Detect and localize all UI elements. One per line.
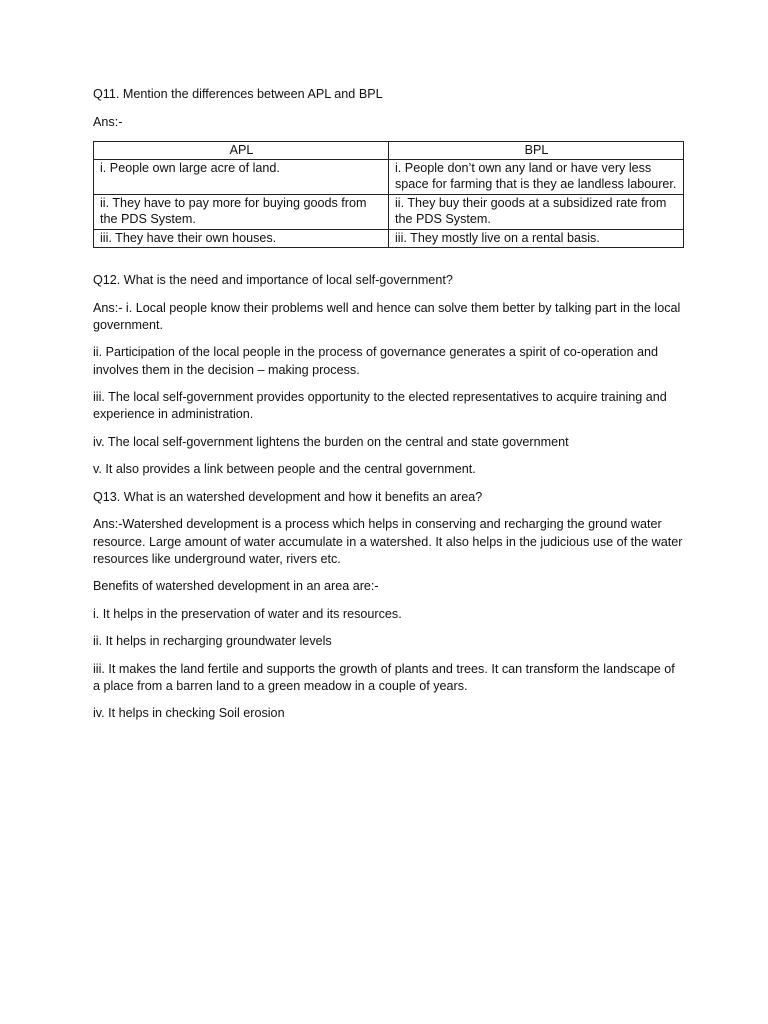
table-row (94, 194, 684, 229)
table-header-row (94, 142, 684, 160)
table-cell: iii. They mostly live on a rental basis. (389, 229, 684, 248)
q12-answer-point: iv. The local self-government lightens the burden on the central and state government (93, 434, 569, 449)
table-cell: iii. They have their own houses. (94, 229, 389, 248)
table-row (94, 159, 684, 194)
table-cell: ii. They buy their goods at a subsidized rate from the PDS System. (389, 194, 684, 229)
table-cell: i. People own large acre of land. (94, 159, 389, 194)
q13-benefit-point: iii. It makes the land fertile and supports the growth of plants and trees. It can transform the landscape of a place from a barren land to a green meadow in a couple of years. (93, 661, 675, 693)
apl-bpl-comparison-table (93, 141, 684, 248)
table-header-bpl: BPL (389, 142, 684, 160)
table-header-apl: APL (94, 142, 389, 160)
q13-question: Q13. What is an watershed development and how it benefits an area? (93, 489, 483, 504)
document-page (93, 86, 683, 733)
q13-answer: Ans:-Watershed development is a process which helps in conserving and recharging the ground water resource. Large amount of water accumulate in a watershed. It also helps in the judicious use of the water resources like underground water, rivers etc. (93, 517, 683, 566)
table-cell: ii. They have to pay more for buying goods from the PDS System. (94, 194, 389, 229)
q12-question: Q12. What is the need and importance of local self-government? (93, 273, 453, 288)
q13-benefit-point: ii. It helps in recharging groundwater levels (93, 634, 332, 649)
q12-answer-point: ii. Participation of the local people in the process of governance generates a spirit of co-operation and involves them in the decision – making process. (93, 345, 658, 377)
q12-answer-point: Ans:- i. Local people know their problems well and hence can solve them better by talking part in the local government. (93, 300, 681, 332)
table-cell: i. People don’t own any land or have very less space for farming that is they ae landless labourer. (389, 159, 684, 194)
q11-question: Q11. Mention the differences between APL and BPL (93, 87, 383, 101)
q12-answer-point: iii. The local self-government provides opportunity to the elected representatives to acquire training and experience in administration. (93, 390, 667, 422)
q13-benefits-heading: Benefits of watershed development in an area are:- (93, 579, 379, 594)
q12-answer-point: v. It also provides a link between people and the central government. (93, 462, 476, 477)
table-row (94, 229, 684, 248)
q11-answer-label: Ans:- (93, 114, 123, 129)
q13-benefit-point: i. It helps in the preservation of water and its resources. (93, 606, 402, 621)
q13-benefit-point: iv. It helps in checking Soil erosion (93, 706, 285, 721)
